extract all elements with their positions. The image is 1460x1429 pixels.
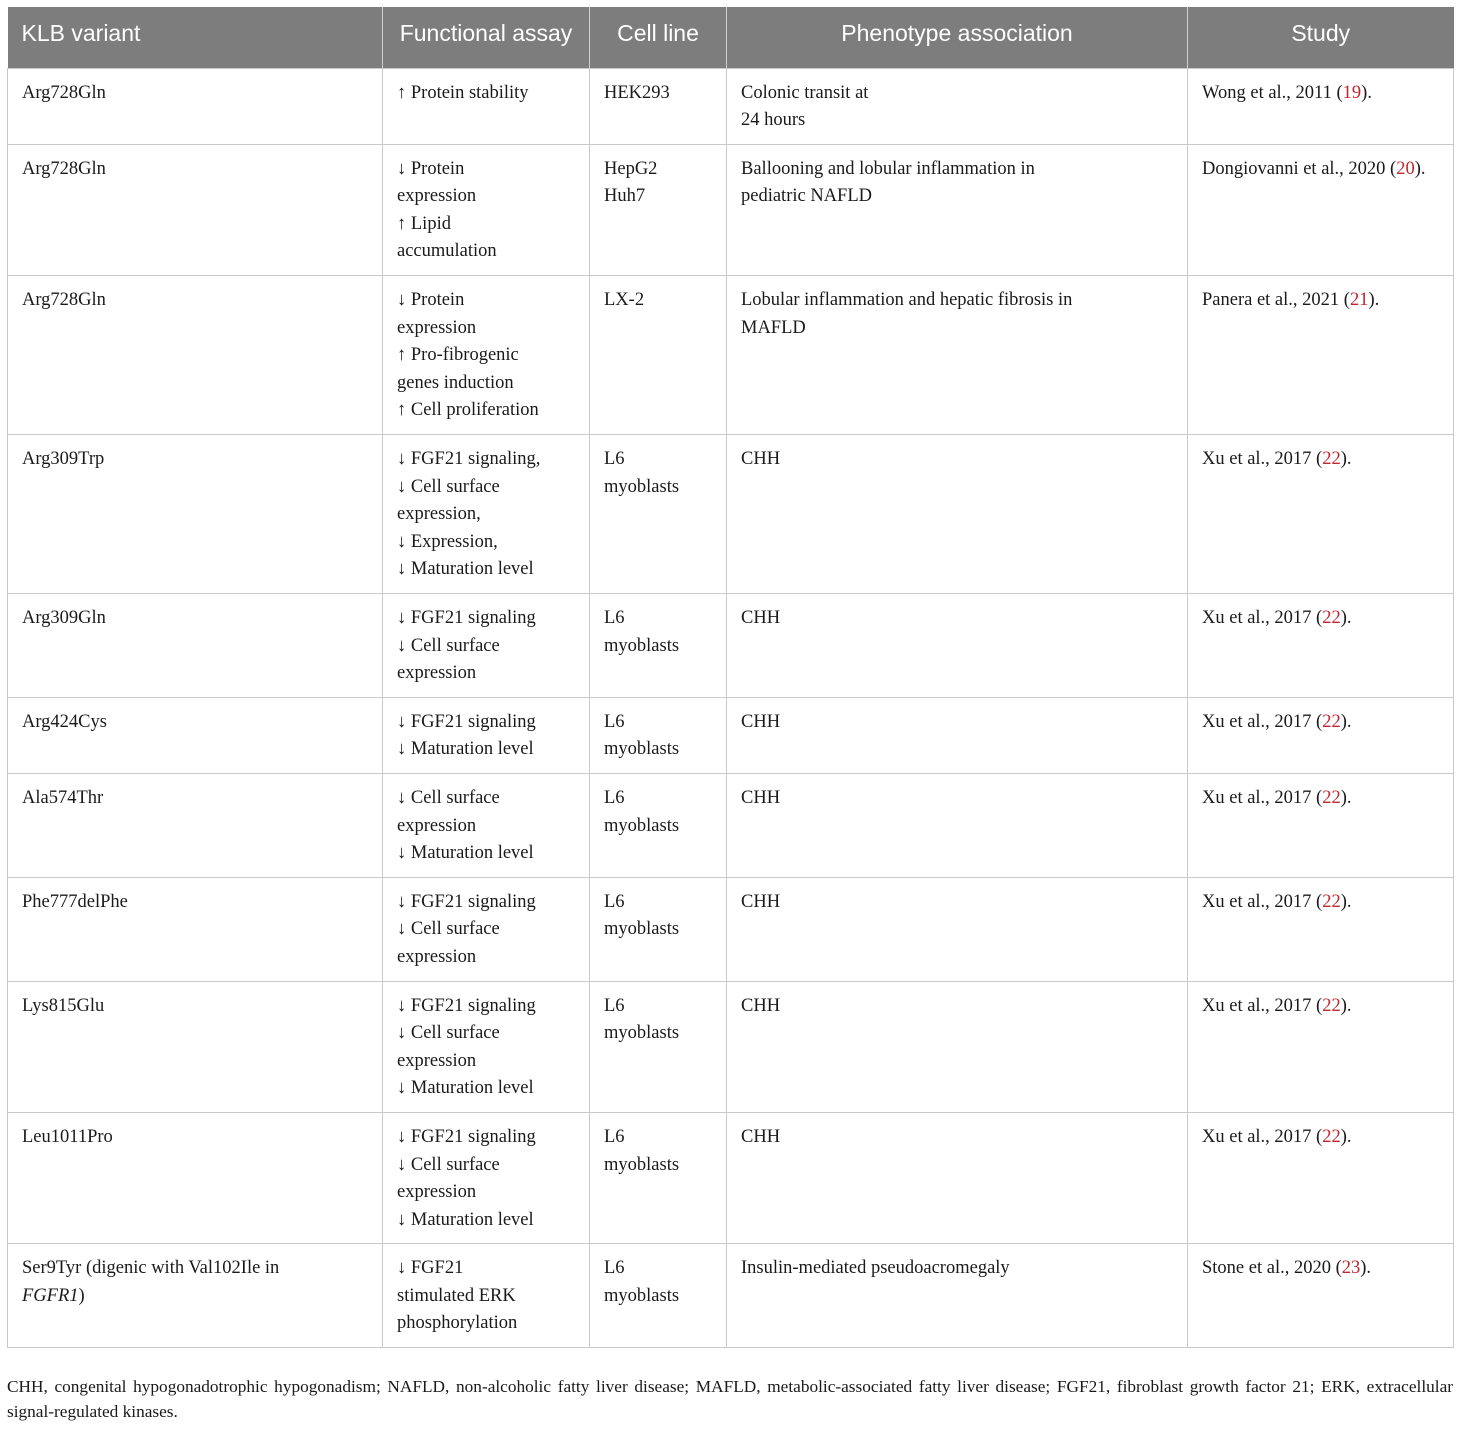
assay-cell-line: expression bbox=[397, 815, 477, 836]
study-citation-end: ). bbox=[1368, 290, 1380, 311]
phenotype-cell bbox=[727, 773, 1188, 877]
assay-cell-line: ↑ Pro-fibrogenic bbox=[397, 345, 519, 366]
table-body bbox=[8, 68, 1454, 1348]
table-row bbox=[8, 276, 1454, 435]
phenotype-cell bbox=[727, 68, 1188, 144]
study-citation: Xu et al., 2017 ( bbox=[1202, 711, 1323, 732]
assay-cell-line: expression bbox=[397, 317, 477, 338]
header-cell-line: Cell line bbox=[590, 7, 727, 68]
assay-cell-line: ↓ Cell surface bbox=[397, 787, 500, 808]
table-row bbox=[8, 877, 1454, 981]
cell-line-cell bbox=[590, 276, 727, 435]
study-citation-end: ). bbox=[1340, 995, 1352, 1016]
assay-cell-line: ↓ Maturation level bbox=[397, 559, 534, 580]
assay-cell-line: ↓ Protein bbox=[397, 158, 465, 179]
cell-line-cell-line: L6 bbox=[604, 1126, 625, 1147]
assay-cell bbox=[383, 981, 590, 1112]
study-citation: Xu et al., 2017 ( bbox=[1202, 449, 1323, 470]
phenotype-cell-line: CHH bbox=[741, 787, 781, 808]
phenotype-cell-line: Colonic transit at bbox=[741, 82, 869, 103]
assay-cell-line: ↑ Protein stability bbox=[397, 82, 529, 103]
study-cell bbox=[1188, 697, 1454, 773]
assay-cell-line: ↓ Maturation level bbox=[397, 739, 534, 760]
variant-cell bbox=[8, 144, 383, 275]
table-footnote: CHH, congenital hypogonadotrophic hypogonadism; NAFLD, non-alcoholic fatty liver disease; MAFLD, metabolic-associated fatty liver disease; FGF21, fibroblast growth factor 21; ERK, extracellular signal-regulated kinases. bbox=[7, 1377, 1453, 1421]
assay-cell-line: ↓ Maturation level bbox=[397, 843, 534, 864]
study-citation: Xu et al., 2017 ( bbox=[1202, 608, 1323, 628]
variant-cell-line: Ser9Tyr (digenic with Val102Ile in bbox=[22, 1258, 280, 1279]
variant-cell-line: Arg728Gln bbox=[22, 290, 106, 311]
variant-cell-line: Phe777delPhe bbox=[22, 891, 128, 912]
assay-cell-line: expression bbox=[397, 1050, 477, 1071]
assay-cell-line: expression bbox=[397, 1182, 477, 1203]
variant-cell-line: Lys815Glu bbox=[22, 995, 105, 1016]
assay-cell-line: ↓ FGF21 signaling, bbox=[397, 449, 541, 470]
cell-line-cell-line: L6 bbox=[604, 1258, 625, 1279]
phenotype-cell-line: CHH bbox=[741, 891, 781, 912]
reference-link[interactable]: 22 bbox=[1322, 449, 1341, 470]
table-row bbox=[8, 773, 1454, 877]
variant-cell bbox=[8, 594, 383, 698]
assay-cell-line: ↑ Cell proliferation bbox=[397, 400, 539, 421]
assay-cell-line: ↓ Cell surface bbox=[397, 919, 500, 940]
study-cell bbox=[1188, 276, 1454, 435]
assay-cell-line: expression bbox=[397, 186, 477, 207]
variant-cell-line: Arg728Gln bbox=[22, 82, 106, 103]
phenotype-cell-line: CHH bbox=[741, 608, 781, 628]
study-citation-end: ). bbox=[1360, 1258, 1372, 1279]
cell-line-cell-line: LX-2 bbox=[604, 290, 645, 311]
header-row bbox=[8, 7, 1454, 68]
study-cell bbox=[1188, 144, 1454, 275]
header-klb-variant: KLB variant bbox=[8, 7, 383, 68]
assay-cell-line: ↓ Maturation level bbox=[397, 1209, 534, 1230]
reference-link[interactable]: 19 bbox=[1342, 82, 1362, 103]
cell-line-cell-line: L6 bbox=[604, 608, 625, 628]
phenotype-cell bbox=[727, 981, 1188, 1112]
study-cell bbox=[1188, 1112, 1454, 1243]
cell-line-cell-line: myoblasts bbox=[604, 1285, 680, 1306]
variant-cell bbox=[8, 981, 383, 1112]
study-cell bbox=[1188, 594, 1454, 698]
assay-cell-line: expression bbox=[397, 946, 477, 967]
variant-cell bbox=[8, 68, 383, 144]
assay-cell bbox=[383, 435, 590, 594]
assay-cell-line: ↓ Maturation level bbox=[397, 1078, 534, 1099]
assay-cell-line: expression, bbox=[397, 504, 481, 525]
assay-cell-line: accumulation bbox=[397, 241, 497, 262]
phenotype-cell bbox=[727, 877, 1188, 981]
study-citation: Wong et al., 2011 ( bbox=[1202, 82, 1343, 103]
assay-cell bbox=[383, 144, 590, 275]
study-citation: Panera et al., 2021 ( bbox=[1202, 290, 1350, 311]
study-citation: Xu et al., 2017 ( bbox=[1202, 787, 1323, 808]
cell-line-cell bbox=[590, 697, 727, 773]
cell-line-cell-line: myoblasts bbox=[604, 739, 680, 760]
assay-cell bbox=[383, 773, 590, 877]
cell-line-cell-line: L6 bbox=[604, 891, 625, 912]
cell-line-cell-line: myoblasts bbox=[604, 476, 680, 497]
phenotype-cell-line: MAFLD bbox=[741, 317, 806, 338]
cell-line-cell-line: HepG2 bbox=[604, 158, 658, 179]
assay-cell bbox=[383, 877, 590, 981]
header-study: Study bbox=[1188, 7, 1454, 68]
cell-line-cell bbox=[590, 594, 727, 698]
study-citation: Dongiovanni et al., 2020 ( bbox=[1202, 158, 1397, 179]
cell-line-cell-line: L6 bbox=[604, 995, 625, 1016]
phenotype-cell-line: CHH bbox=[741, 711, 781, 732]
cell-line-cell bbox=[590, 773, 727, 877]
assay-cell-line: ↓ FGF21 signaling bbox=[397, 711, 536, 732]
variant-cell-line: Ala574Thr bbox=[22, 787, 104, 808]
cell-line-cell bbox=[590, 981, 727, 1112]
table-container bbox=[7, 7, 1453, 1348]
assay-cell bbox=[383, 1244, 590, 1348]
assay-cell-line: ↓ FGF21 signaling bbox=[397, 891, 536, 912]
assay-cell bbox=[383, 1112, 590, 1243]
header-functional-assay: Functional assay bbox=[383, 7, 590, 68]
study-citation-end: ). bbox=[1361, 82, 1372, 103]
variant-cell-line: Leu1011Pro bbox=[22, 1126, 113, 1147]
phenotype-cell-line: Insulin-mediated pseudoacromegaly bbox=[741, 1258, 1010, 1279]
variant-cell bbox=[8, 276, 383, 435]
cell-line-cell-line: HEK293 bbox=[604, 82, 670, 103]
cell-line-cell bbox=[590, 1112, 727, 1243]
cell-line-cell bbox=[590, 877, 727, 981]
cell-line-cell-line: L6 bbox=[604, 449, 625, 470]
assay-cell-line: ↓ FGF21 signaling bbox=[397, 608, 536, 628]
reference-link[interactable]: 20 bbox=[1396, 158, 1415, 179]
variant-cell bbox=[8, 877, 383, 981]
assay-cell-line: phosphorylation bbox=[397, 1313, 518, 1334]
assay-cell-line: ↓ FGF21 signaling bbox=[397, 995, 536, 1016]
phenotype-cell-line: CHH bbox=[741, 1126, 781, 1147]
variant-cell-line: Arg728Gln bbox=[22, 158, 106, 179]
reference-link[interactable]: 22 bbox=[1322, 1126, 1341, 1147]
variant-cell bbox=[8, 1244, 383, 1348]
assay-cell-line: ↓ FGF21 bbox=[397, 1258, 464, 1279]
phenotype-cell bbox=[727, 276, 1188, 435]
reference-link[interactable]: 23 bbox=[1341, 1258, 1361, 1279]
cell-line-cell bbox=[590, 68, 727, 144]
cell-line-cell-line: myoblasts bbox=[604, 635, 680, 656]
assay-cell-line: ↓ FGF21 signaling bbox=[397, 1126, 536, 1147]
study-citation: Xu et al., 2017 ( bbox=[1202, 995, 1323, 1016]
cell-line-cell-line: myoblasts bbox=[604, 1023, 680, 1044]
klb-variants-table bbox=[7, 7, 1454, 1348]
table-row bbox=[8, 144, 1454, 275]
study-citation: Xu et al., 2017 ( bbox=[1202, 891, 1323, 912]
study-citation-end: ). bbox=[1340, 787, 1352, 808]
phenotype-cell-line: Lobular inflammation and hepatic fibrosis in bbox=[741, 290, 1073, 311]
assay-cell-line: ↑ Lipid bbox=[397, 213, 451, 234]
phenotype-cell-line: pediatric NAFLD bbox=[741, 186, 873, 207]
study-citation-end: ). bbox=[1414, 158, 1426, 179]
assay-cell bbox=[383, 68, 590, 144]
variant-cell bbox=[8, 697, 383, 773]
assay-cell-line: expression bbox=[397, 663, 477, 684]
phenotype-cell bbox=[727, 697, 1188, 773]
table-row bbox=[8, 68, 1454, 144]
assay-cell-line: genes induction bbox=[397, 372, 514, 393]
gene-name: FGFR1 bbox=[22, 1285, 79, 1306]
study-citation-end: ). bbox=[1340, 711, 1352, 732]
cell-line-cell-line: L6 bbox=[604, 787, 625, 808]
assay-cell-line: stimulated ERK bbox=[397, 1285, 516, 1306]
cell-line-cell bbox=[590, 144, 727, 275]
study-citation-end: ). bbox=[1340, 608, 1352, 628]
variant-cell bbox=[8, 435, 383, 594]
variant-cell-line: Arg424Cys bbox=[22, 711, 107, 732]
study-cell bbox=[1188, 877, 1454, 981]
phenotype-cell-line: 24 hours bbox=[741, 110, 806, 131]
study-citation-end: ). bbox=[1340, 1126, 1352, 1147]
table-row bbox=[8, 1244, 1454, 1348]
phenotype-cell bbox=[727, 1244, 1188, 1348]
study-cell bbox=[1188, 773, 1454, 877]
reference-link[interactable]: 22 bbox=[1322, 787, 1341, 808]
table-row bbox=[8, 981, 1454, 1112]
reference-link[interactable]: 22 bbox=[1322, 608, 1341, 628]
reference-link[interactable]: 22 bbox=[1322, 711, 1341, 732]
study-citation: Xu et al., 2017 ( bbox=[1202, 1126, 1323, 1147]
variant-cell-line bbox=[22, 1283, 368, 1311]
study-cell bbox=[1188, 981, 1454, 1112]
table-row bbox=[8, 594, 1454, 698]
variant-cell-line: Arg309Gln bbox=[22, 608, 106, 628]
cell-line-cell bbox=[590, 435, 727, 594]
assay-cell bbox=[383, 697, 590, 773]
reference-link[interactable]: 22 bbox=[1322, 995, 1341, 1016]
phenotype-cell bbox=[727, 435, 1188, 594]
cell-line-cell bbox=[590, 1244, 727, 1348]
reference-link[interactable]: 21 bbox=[1349, 290, 1369, 311]
variant-cell bbox=[8, 773, 383, 877]
assay-cell-line: ↓ Cell surface bbox=[397, 635, 500, 656]
phenotype-cell bbox=[727, 594, 1188, 698]
phenotype-cell bbox=[727, 1112, 1188, 1243]
table-row bbox=[8, 697, 1454, 773]
cell-line-cell-line: Huh7 bbox=[604, 186, 646, 207]
table-row bbox=[8, 1112, 1454, 1243]
phenotype-cell-line: Ballooning and lobular inflammation in bbox=[741, 158, 1035, 179]
cell-line-cell-line: myoblasts bbox=[604, 815, 680, 836]
header-phenotype-association: Phenotype association bbox=[727, 7, 1188, 68]
assay-cell-line: ↓ Expression, bbox=[397, 531, 498, 552]
cell-line-cell-line: myoblasts bbox=[604, 1154, 680, 1175]
study-citation: Stone et al., 2020 ( bbox=[1202, 1258, 1342, 1279]
cell-line-cell-line: myoblasts bbox=[604, 919, 680, 940]
study-cell bbox=[1188, 435, 1454, 594]
assay-cell-line: ↓ Cell surface bbox=[397, 1023, 500, 1044]
assay-cell bbox=[383, 276, 590, 435]
variant-cell bbox=[8, 1112, 383, 1243]
assay-cell-line: ↓ Cell surface bbox=[397, 1154, 500, 1175]
cell-line-cell-line: L6 bbox=[604, 711, 625, 732]
study-cell bbox=[1188, 1244, 1454, 1348]
table-row bbox=[8, 435, 1454, 594]
study-citation-end: ). bbox=[1340, 891, 1352, 912]
study-cell bbox=[1188, 68, 1454, 144]
variant-tail: ) bbox=[78, 1285, 85, 1306]
phenotype-cell-line: CHH bbox=[741, 449, 781, 470]
phenotype-cell bbox=[727, 144, 1188, 275]
phenotype-cell-line: CHH bbox=[741, 995, 781, 1016]
assay-cell-line: ↓ Protein bbox=[397, 290, 465, 311]
reference-link[interactable]: 22 bbox=[1322, 891, 1341, 912]
assay-cell-line: ↓ Cell surface bbox=[397, 476, 500, 497]
variant-cell-line: Arg309Trp bbox=[22, 449, 105, 470]
assay-cell bbox=[383, 594, 590, 698]
study-citation-end: ). bbox=[1340, 449, 1352, 470]
